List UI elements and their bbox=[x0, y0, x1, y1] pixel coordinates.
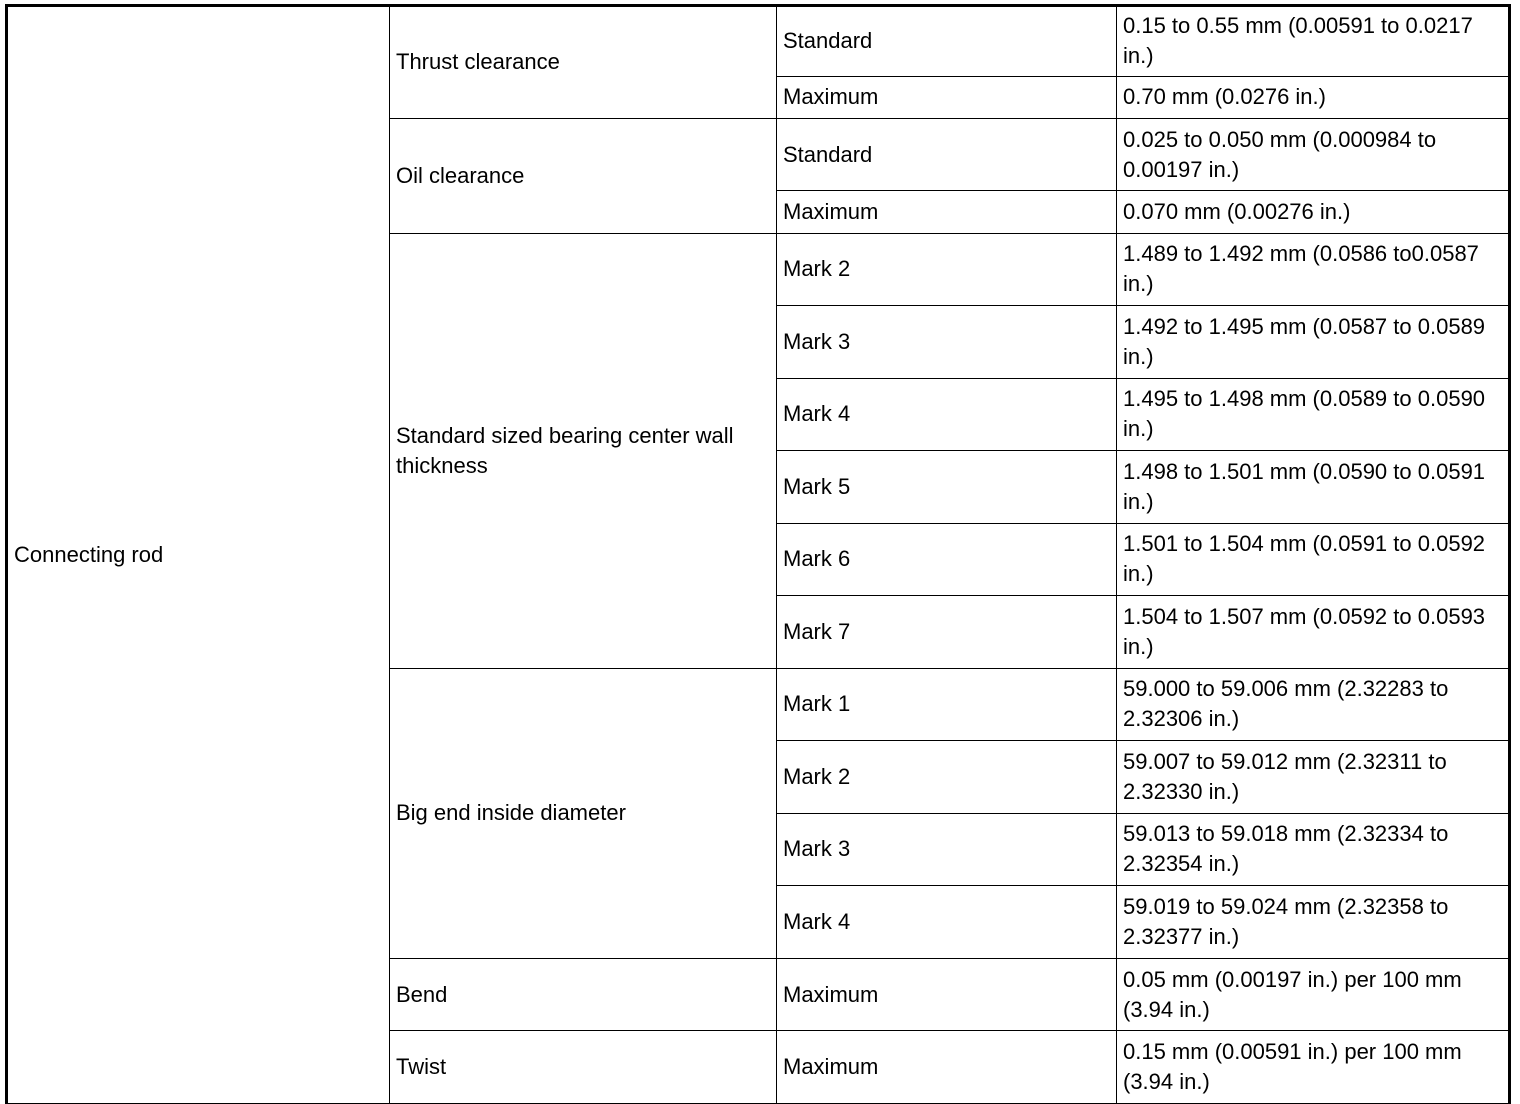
condition-cell: Mark 6 bbox=[777, 523, 1117, 596]
spec-table bbox=[5, 4, 1511, 1104]
value-cell: 0.070 mm (0.00276 in.) bbox=[1117, 191, 1510, 233]
condition-cell: Mark 2 bbox=[777, 233, 1117, 306]
condition-cell: Maximum bbox=[777, 191, 1117, 233]
value-cell: 1.498 to 1.501 mm (0.0590 to 0.0591 in.) bbox=[1117, 451, 1510, 524]
condition-cell: Mark 3 bbox=[777, 306, 1117, 379]
item-cell: Bend bbox=[390, 958, 777, 1031]
item-cell: Oil clearance bbox=[390, 118, 777, 233]
item-cell: Twist bbox=[390, 1031, 777, 1104]
value-cell: 0.15 mm (0.00591 in.) per 100 mm (3.94 in.) bbox=[1117, 1031, 1510, 1104]
condition-cell: Maximum bbox=[777, 958, 1117, 1031]
value-cell: 59.019 to 59.024 mm (2.32358 to 2.32377 in.) bbox=[1117, 886, 1510, 959]
spec-table-body bbox=[7, 6, 1510, 1104]
condition-cell: Mark 4 bbox=[777, 886, 1117, 959]
value-cell: 0.70 mm (0.0276 in.) bbox=[1117, 76, 1510, 118]
item-cell: Big end inside diameter bbox=[390, 668, 777, 958]
condition-cell: Maximum bbox=[777, 1031, 1117, 1104]
component-cell: Connecting rod bbox=[7, 6, 390, 1104]
value-cell: 1.489 to 1.492 mm (0.0586 to0.0587 in.) bbox=[1117, 233, 1510, 306]
condition-cell: Mark 2 bbox=[777, 741, 1117, 814]
condition-cell: Standard bbox=[777, 118, 1117, 191]
condition-cell: Maximum bbox=[777, 76, 1117, 118]
condition-cell: Mark 7 bbox=[777, 596, 1117, 669]
value-cell: 0.025 to 0.050 mm (0.000984 to 0.00197 in.) bbox=[1117, 118, 1510, 191]
value-cell: 0.15 to 0.55 mm (0.00591 to 0.0217 in.) bbox=[1117, 6, 1510, 77]
value-cell: 1.501 to 1.504 mm (0.0591 to 0.0592 in.) bbox=[1117, 523, 1510, 596]
value-cell: 0.05 mm (0.00197 in.) per 100 mm (3.94 in.) bbox=[1117, 958, 1510, 1031]
table-row bbox=[7, 6, 1510, 77]
condition-cell: Standard bbox=[777, 6, 1117, 77]
condition-cell: Mark 4 bbox=[777, 378, 1117, 451]
item-cell: Thrust clearance bbox=[390, 6, 777, 119]
condition-cell: Mark 5 bbox=[777, 451, 1117, 524]
condition-cell: Mark 3 bbox=[777, 813, 1117, 886]
value-cell: 59.013 to 59.018 mm (2.32334 to 2.32354 in.) bbox=[1117, 813, 1510, 886]
condition-cell: Mark 1 bbox=[777, 668, 1117, 741]
value-cell: 59.007 to 59.012 mm (2.32311 to 2.32330 in.) bbox=[1117, 741, 1510, 814]
value-cell: 1.495 to 1.498 mm (0.0589 to 0.0590 in.) bbox=[1117, 378, 1510, 451]
item-cell: Standard sized bearing center wall thickness bbox=[390, 233, 777, 668]
value-cell: 1.492 to 1.495 mm (0.0587 to 0.0589 in.) bbox=[1117, 306, 1510, 379]
value-cell: 1.504 to 1.507 mm (0.0592 to 0.0593 in.) bbox=[1117, 596, 1510, 669]
value-cell: 59.000 to 59.006 mm (2.32283 to 2.32306 in.) bbox=[1117, 668, 1510, 741]
